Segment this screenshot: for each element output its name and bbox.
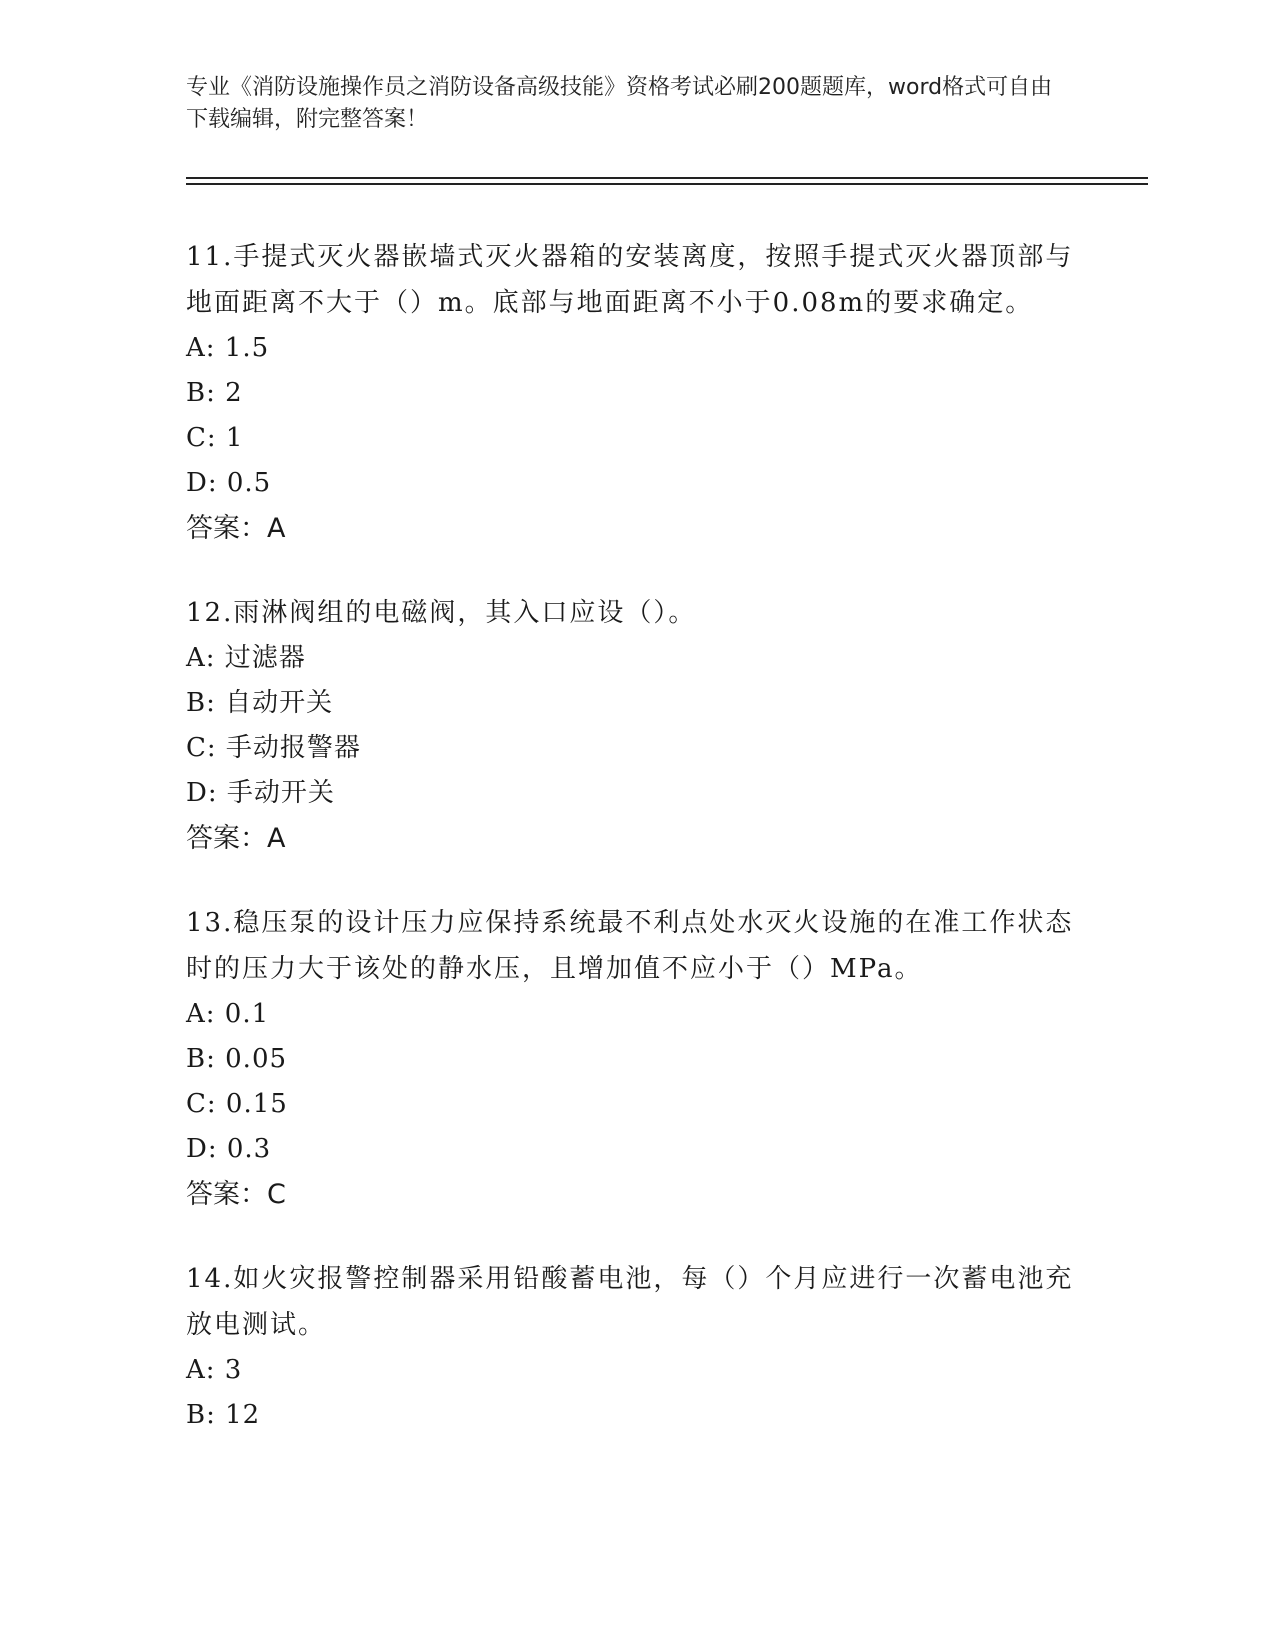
question-stem: 13.稳压泵的设计压力应保持系统最不利点处水灭火设施的在准工作状态时的压力大于该处的静水压，且增加值不应小于（）MPa。 <box>186 908 1074 984</box>
option-b: B: 自动开关 <box>186 688 334 718</box>
option-b: B: 2 <box>186 378 243 408</box>
option-d: D: 0.5 <box>186 468 272 498</box>
header-divider-bottom <box>186 183 1148 185</box>
option-b: B: 12 <box>186 1400 261 1430</box>
question-14 <box>186 1256 1086 1438</box>
question-13 <box>186 900 1086 1217</box>
option-c: C: 0.15 <box>186 1089 288 1119</box>
document-header: 专业《消防设施操作员之消防设备高级技能》资格考试必刷200题题库，word格式可自由下载编辑，附完整答案！ <box>186 75 1053 132</box>
option-d: D: 0.3 <box>186 1134 272 1164</box>
question-stem: 14.如火灾报警控制器采用铅酸蓄电池，每（）个月应进行一次蓄电池充放电测试。 <box>186 1264 1074 1340</box>
question-stem: 11.手提式灭火器嵌墙式灭火器箱的安装离度，按照手提式灭火器顶部与地面距离不大于（）m。底部与地面距离不小于0.08m的要求确定。 <box>186 242 1074 318</box>
option-a: A: 过滤器 <box>186 643 306 673</box>
answer: 答案：A <box>186 823 286 854</box>
answer: 答案：A <box>186 513 286 544</box>
option-a: A: 0.1 <box>186 999 270 1029</box>
option-d: D: 手动开关 <box>186 778 335 808</box>
answer: 答案：C <box>186 1179 286 1210</box>
option-a: A: 1.5 <box>186 333 270 363</box>
option-b: B: 0.05 <box>186 1044 288 1074</box>
header-divider-top <box>186 177 1148 179</box>
question-stem: 12.雨淋阀组的电磁阀，其入口应设（）。 <box>186 598 697 628</box>
option-c: C: 手动报警器 <box>186 733 361 763</box>
question-12 <box>186 590 1086 861</box>
question-list <box>186 234 1086 1477</box>
question-11 <box>186 234 1086 551</box>
option-c: C: 1 <box>186 423 244 453</box>
option-a: A: 3 <box>186 1355 243 1385</box>
